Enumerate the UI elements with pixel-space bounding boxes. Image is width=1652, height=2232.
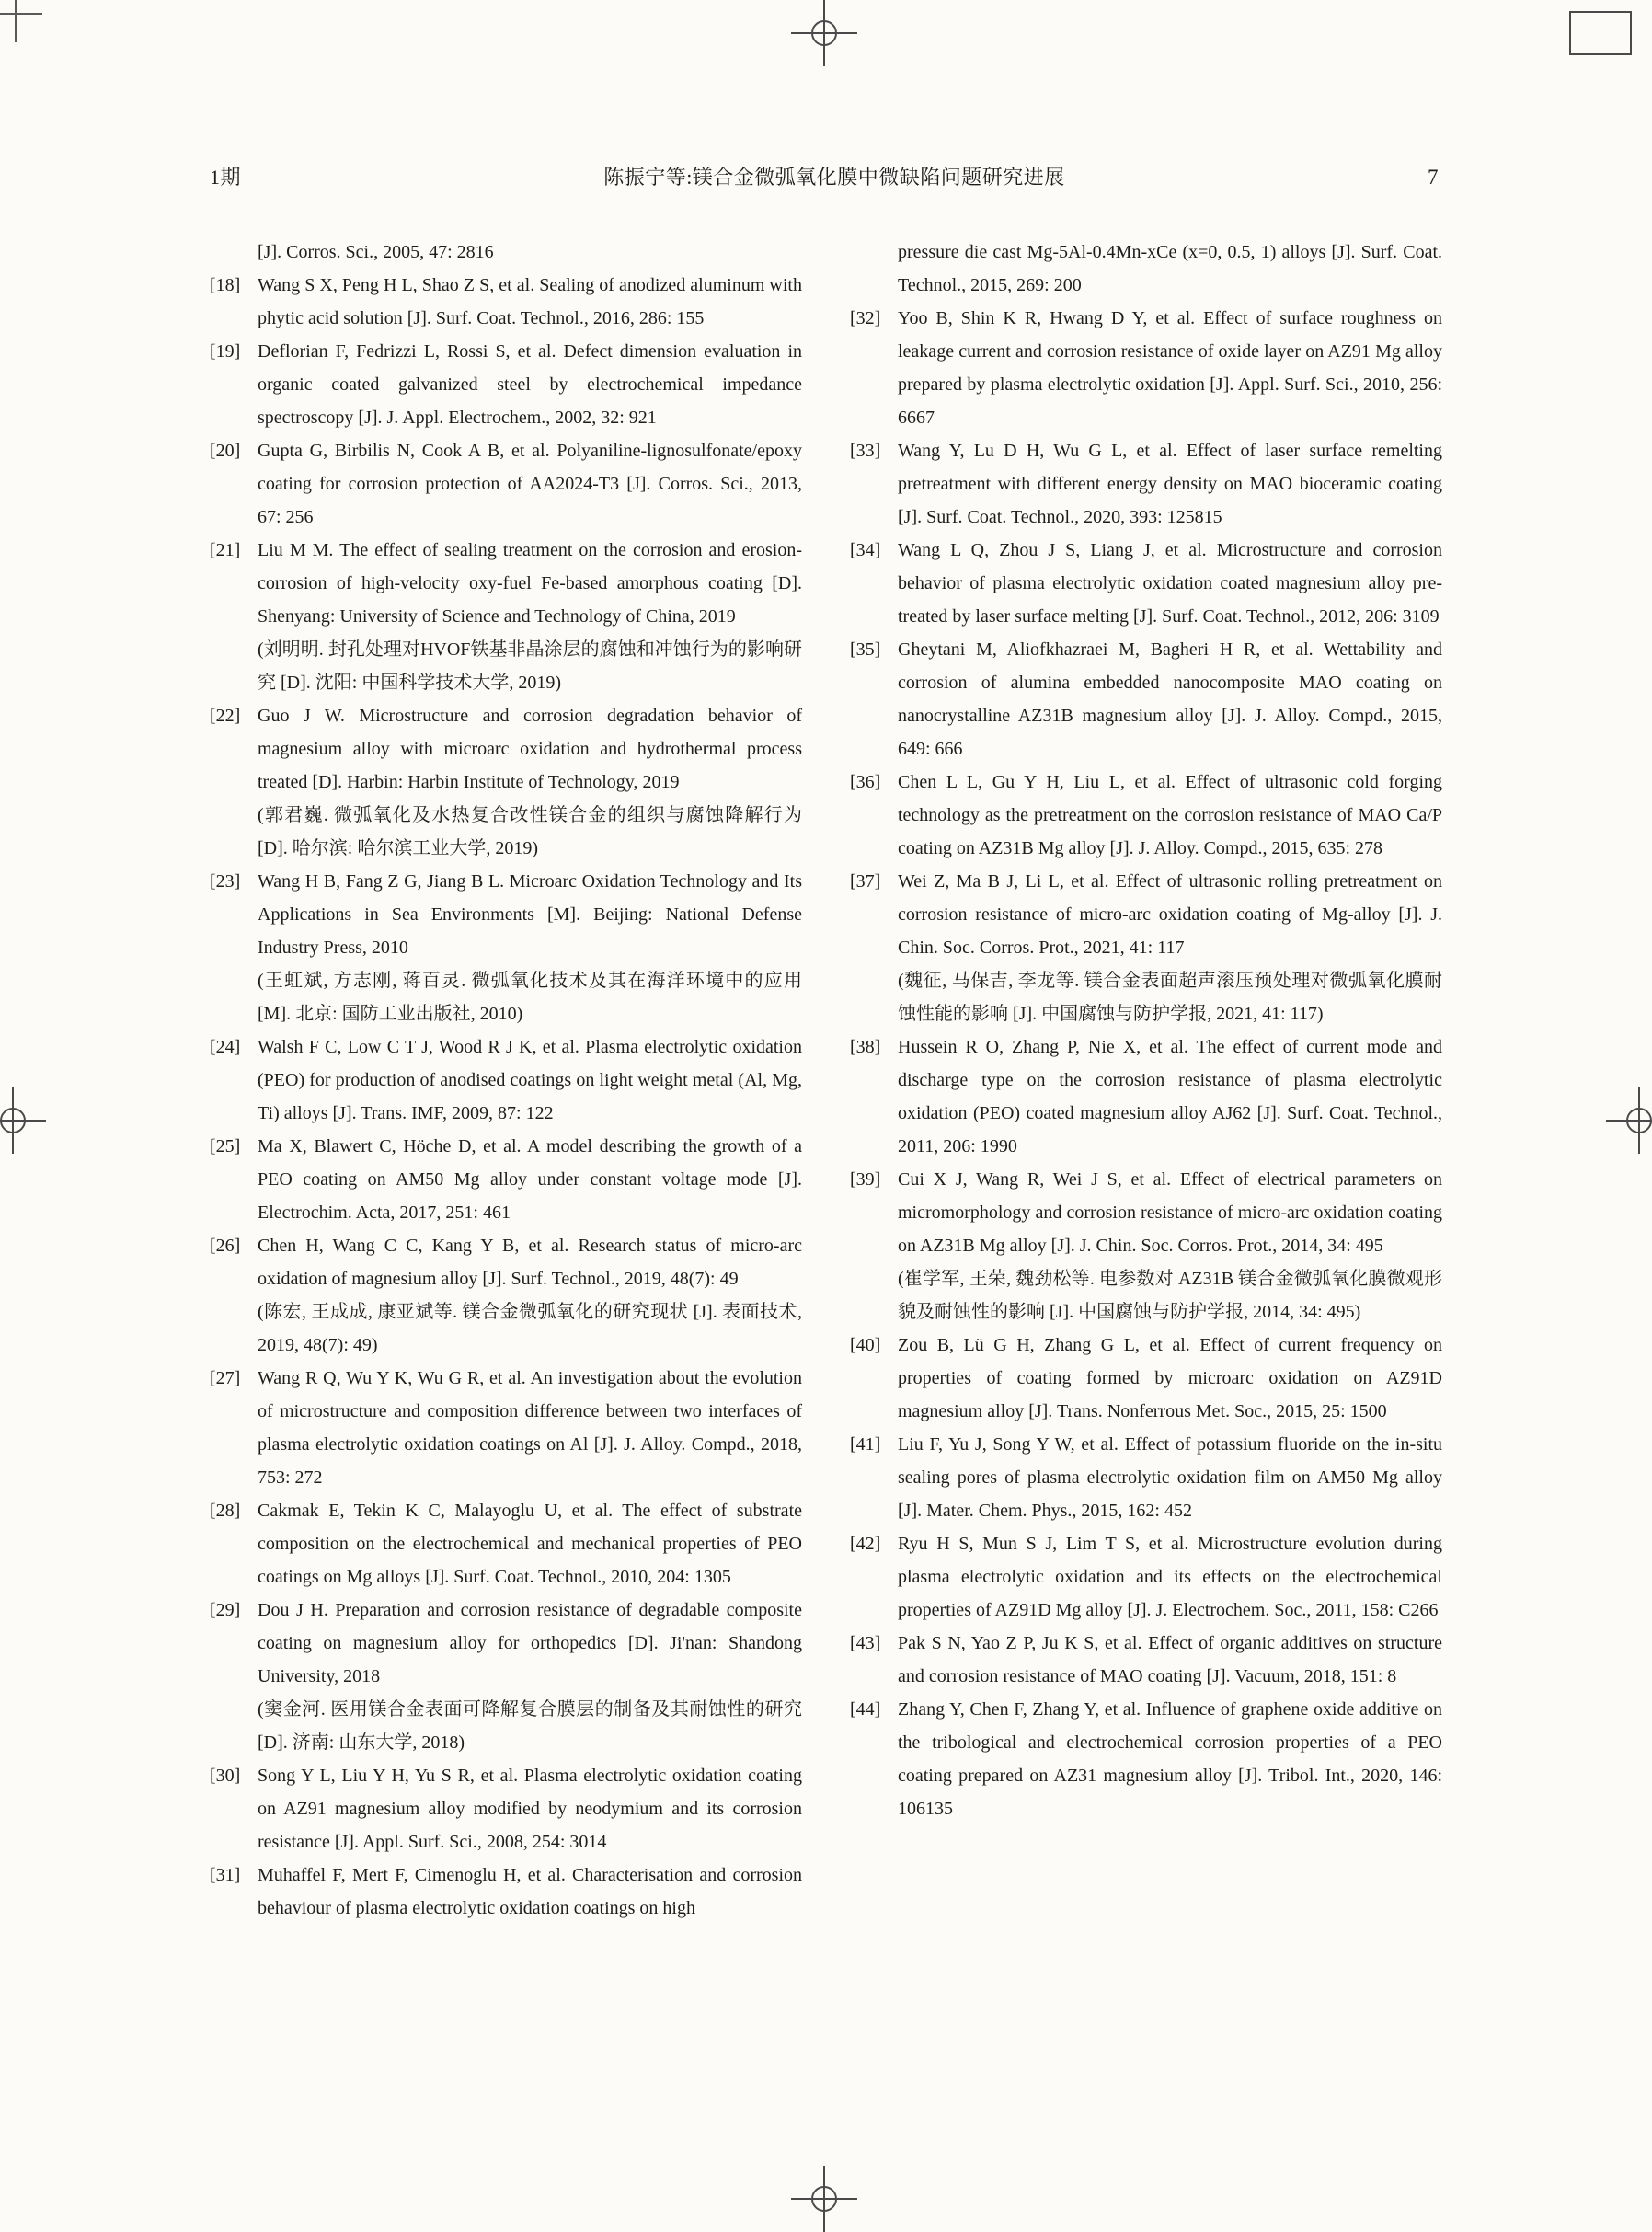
- reference-text: [258, 1030, 802, 1130]
- reference-text-line: Liu M M. The effect of sealing treatment on the corrosion and erosion-corrosion of high-velocity oxy-fuel Fe-based amorphous coating [D]. Shenyang: University of Science and Technology of China, 2019: [258, 540, 802, 627]
- reference-number: [34]: [850, 540, 881, 560]
- reference-item: [210, 335, 802, 434]
- reference-number: [41]: [850, 1434, 881, 1455]
- reference-text-line: Deflorian F, Fedrizzi L, Rossi S, et al. Defect dimension evaluation in organic coated galvanized steel by electrochemical impedance spectroscopy [J]. J. Appl. Electrochem., 2002, 32: 921: [258, 341, 802, 428]
- reference-item: [850, 1329, 1442, 1428]
- reference-number: [37]: [850, 871, 881, 892]
- reference-item: [210, 269, 802, 335]
- reference-text: [258, 534, 802, 699]
- reference-text-line: Pak S N, Yao Z P, Ju K S, et al. Effect of organic additives on structure and corrosion resistance of MAO coating [J]. Vacuum, 2018, 151: 8: [898, 1633, 1442, 1686]
- corner-mark-top-left-horizontal: [0, 13, 42, 15]
- reference-text-line: Zhang Y, Chen F, Zhang Y, et al. Influence of graphene oxide additive on the tribological and electrochemical corrosion properties of a PEO coating prepared on AZ31 magnesium alloy [J]. Tribol. Int., 2020, 146: 106135: [898, 1699, 1442, 1819]
- reference-number: [24]: [210, 1037, 241, 1057]
- crosshair-bottom-center-icon: [789, 2164, 859, 2232]
- reference-item: [850, 1428, 1442, 1527]
- reference-text-line: Liu F, Yu J, Song Y W, et al. Effect of potassium fluoride on the in-situ sealing pores of plasma electrolytic oxidation film on AM50 Mg alloy [J]. Mater. Chem. Phys., 2015, 162: 452: [898, 1434, 1442, 1521]
- reference-text-line: Wei Z, Ma B J, Li L, et al. Effect of ultrasonic rolling pretreatment on corrosion resistance of micro-arc oxidation coating of Mg-alloy [J]. J. Chin. Soc. Corros. Prot., 2021, 41: 117: [898, 871, 1442, 958]
- reference-item: [210, 865, 802, 1030]
- reference-text: [898, 1030, 1442, 1163]
- reference-text-line: (刘明明. 封孔处理对HVOF铁基非晶涂层的腐蚀和冲蚀行为的影响研究 [D]. 沈阳: 中国科学技术大学, 2019): [258, 639, 802, 693]
- reference-item: [210, 236, 802, 269]
- crosshair-right-middle-icon: [1604, 1086, 1652, 1156]
- reference-number: [28]: [210, 1501, 241, 1521]
- reference-number: [40]: [850, 1335, 881, 1355]
- reference-number: [19]: [210, 341, 241, 362]
- reference-item: [210, 1858, 802, 1925]
- reference-number: [21]: [210, 540, 241, 560]
- reference-number: [18]: [210, 275, 241, 295]
- reference-text-line: pressure die cast Mg-5Al-0.4Mn-xCe (x=0, 0.5, 1) alloys [J]. Surf. Coat. Technol., 2015, 269: 200: [898, 242, 1442, 295]
- reference-text: [258, 335, 802, 434]
- reference-text: [258, 1130, 802, 1229]
- reference-text: [258, 1858, 802, 1925]
- reference-number: [26]: [210, 1236, 241, 1256]
- issue-label: 1期: [210, 166, 242, 189]
- reference-number: [30]: [210, 1766, 241, 1786]
- reference-item: [210, 1229, 802, 1362]
- reference-text-line: Wang R Q, Wu Y K, Wu G R, et al. An investigation about the evolution of microstructure and composition difference between two interfaces of plasma electrolytic oxidation coatings on Al [J]. J. Alloy. Compd., 2018, 753: 272: [258, 1368, 802, 1488]
- reference-text: [898, 434, 1442, 534]
- reference-text-line: Muhaffel F, Mert F, Cimenoglu H, et al. Characterisation and corrosion behaviour of plasma electrolytic oxidation coatings on high: [258, 1865, 802, 1918]
- reference-number: [31]: [210, 1865, 241, 1885]
- reference-item: [210, 434, 802, 534]
- reference-item: [850, 236, 1442, 302]
- reference-text-line: Wang L Q, Zhou J S, Liang J, et al. Microstructure and corrosion behavior of plasma electrolytic oxidation coated magnesium alloy pre-treated by laser surface melting [J]. Surf. Coat. Technol., 2012, 206: 3109: [898, 540, 1442, 627]
- reference-number: [35]: [850, 639, 881, 660]
- references-section: [210, 236, 1442, 1925]
- reference-text-line: Gupta G, Birbilis N, Cook A B, et al. Polyaniline-lignosulfonate/epoxy coating for corrosion protection of AA2024-T3 [J]. Corros. Sci., 2013, 67: 256: [258, 441, 802, 527]
- reference-number: [23]: [210, 871, 241, 892]
- reference-item: [210, 1130, 802, 1229]
- reference-item: [850, 1627, 1442, 1693]
- reference-text: [898, 1627, 1442, 1693]
- reference-text-line: Wang H B, Fang Z G, Jiang B L. Microarc Oxidation Technology and Its Applications in Sea Environments [M]. Beijing: National Defense Industry Press, 2010: [258, 871, 802, 958]
- reference-text-line: Dou J H. Preparation and corrosion resistance of degradable composite coating on magnesium alloy for orthopedics [D]. Ji'nan: Shandong University, 2018: [258, 1600, 802, 1686]
- reference-number: [22]: [210, 706, 241, 726]
- reference-text-line: Chen L L, Gu Y H, Liu L, et al. Effect of ultrasonic cold forging technology as the pretreatment on the corrosion resistance of MAO Ca/P coating on AZ31B Mg alloy [J]. J. Alloy. Compd., 2015, 635: 278: [898, 772, 1442, 858]
- reference-text-line: Wang S X, Peng H L, Shao Z S, et al. Sealing of anodized aluminum with phytic acid solution [J]. Surf. Coat. Technol., 2016, 286: 155: [258, 275, 802, 328]
- reference-item: [850, 1163, 1442, 1329]
- reference-number: [20]: [210, 441, 241, 461]
- reference-number: [39]: [850, 1169, 881, 1190]
- reference-text: [258, 1759, 802, 1858]
- reference-item: [210, 1030, 802, 1130]
- reference-text: [898, 1163, 1442, 1329]
- reference-text: [258, 1229, 802, 1362]
- reference-text-line: Chen H, Wang C C, Kang Y B, et al. Research status of micro-arc oxidation of magnesium alloy [J]. Surf. Technol., 2019, 48(7): 49: [258, 1236, 802, 1289]
- reference-text-line: Walsh F C, Low C T J, Wood R J K, et al. Plasma electrolytic oxidation (PEO) for production of anodised coatings on light weight metal (Al, Mg, Ti) alloys [J]. Trans. IMF, 2009, 87: 122: [258, 1037, 802, 1123]
- reference-text: [898, 1693, 1442, 1825]
- reference-text-line: Cui X J, Wang R, Wei J S, et al. Effect of electrical parameters on micromorphology and corrosion resistance of micro-arc oxidation coating on AZ31B Mg alloy [J]. J. Chin. Soc. Corros. Prot., 2014, 34: 495: [898, 1169, 1442, 1256]
- corner-mark-top-left-vertical: [15, 0, 17, 42]
- references-left-column: [210, 236, 802, 1925]
- reference-number: [36]: [850, 772, 881, 792]
- reference-text: [258, 236, 802, 269]
- reference-text: [258, 699, 802, 865]
- reference-item: [850, 1693, 1442, 1825]
- reference-item: [210, 1494, 802, 1593]
- reference-text-line: Gheytani M, Aliofkhazraei M, Bagheri H R, et al. Wettability and corrosion of alumina embedded nanocomposite MAO coating on nanocrystalline AZ31B magnesium alloy [J]. J. Alloy. Compd., 2015, 649: 666: [898, 639, 1442, 759]
- reference-text-line: Yoo B, Shin K R, Hwang D Y, et al. Effect of surface roughness on leakage current and corrosion resistance of oxide layer on AZ91 Mg alloy prepared by plasma electrolytic oxidation [J]. Appl. Surf. Sci., 2010, 256: 6667: [898, 308, 1442, 428]
- reference-text: [898, 633, 1442, 765]
- reference-item: [850, 534, 1442, 633]
- reference-text: [898, 1428, 1442, 1527]
- reference-number: [25]: [210, 1136, 241, 1156]
- reference-text-line: Hussein R O, Zhang P, Nie X, et al. The effect of current mode and discharge type on the corrosion resistance of plasma electrolytic oxidation (PEO) coated magnesium alloy AJ62 [J]. Surf. Coat. Technol., 2011, 206: 1990: [898, 1037, 1442, 1156]
- reference-number: [29]: [210, 1600, 241, 1620]
- reference-item: [210, 699, 802, 865]
- reference-text: [898, 302, 1442, 434]
- reference-item: [850, 434, 1442, 534]
- reference-item: [210, 534, 802, 699]
- crosshair-top-center-icon: [789, 0, 859, 68]
- registration-box-top-right-icon: [1569, 11, 1632, 55]
- reference-text-line: Guo J W. Microstructure and corrosion degradation behavior of magnesium alloy with microarc oxidation and hydrothermal process treated [D]. Harbin: Harbin Institute of Technology, 2019: [258, 706, 802, 792]
- reference-text-line: (郭君巍. 微弧氧化及水热复合改性镁合金的组织与腐蚀降解行为 [D]. 哈尔滨: 哈尔滨工业大学, 2019): [258, 805, 802, 858]
- reference-text: [258, 865, 802, 1030]
- reference-text-line: (陈宏, 王成成, 康亚斌等. 镁合金微弧氧化的研究现状 [J]. 表面技术, 2019, 48(7): 49): [258, 1302, 802, 1355]
- reference-item: [850, 1030, 1442, 1163]
- reference-text-line: (王虹斌, 方志刚, 蒋百灵. 微弧氧化技术及其在海洋环境中的应用 [M]. 北京: 国防工业出版社, 2010): [258, 971, 802, 1024]
- reference-text-line: Wang Y, Lu D H, Wu G L, et al. Effect of laser surface remelting pretreatment with different energy density on MAO bioceramic coating [J]. Surf. Coat. Technol., 2020, 393: 125815: [898, 441, 1442, 527]
- running-title: 陈振宁等:镁合金微弧氧化膜中微缺陷问题研究进展: [603, 166, 1065, 189]
- reference-item: [210, 1362, 802, 1494]
- reference-number: [43]: [850, 1633, 881, 1653]
- reference-text-line: Cakmak E, Tekin K C, Malayoglu U, et al. The effect of substrate composition on the electrochemical and mechanical properties of PEO coatings on Mg alloys [J]. Surf. Coat. Technol., 2010, 204: 1305: [258, 1501, 802, 1587]
- reference-item: [210, 1759, 802, 1858]
- reference-number: [33]: [850, 441, 881, 461]
- reference-item: [850, 633, 1442, 765]
- reference-text: [898, 765, 1442, 865]
- reference-text-line: (崔学军, 王荣, 魏劲松等. 电参数对 AZ31B 镁合金微弧氧化膜微观形貌及耐蚀性的影响 [J]. 中国腐蚀与防护学报, 2014, 34: 495): [898, 1269, 1442, 1322]
- crosshair-left-middle-icon: [0, 1086, 48, 1156]
- reference-number: [42]: [850, 1534, 881, 1554]
- reference-text-line: Zou B, Lü G H, Zhang G L, et al. Effect of current frequency on properties of coating formed by microarc oxidation on AZ91D magnesium alloy [J]. Trans. Nonferrous Met. Soc., 2015, 25: 1500: [898, 1335, 1442, 1421]
- reference-text: [898, 1329, 1442, 1428]
- reference-text: [898, 236, 1442, 302]
- reference-text-line: (窦金河. 医用镁合金表面可降解复合膜层的制备及其耐蚀性的研究 [D]. 济南: 山东大学, 2018): [258, 1699, 802, 1753]
- reference-item: [210, 1593, 802, 1759]
- reference-number: [44]: [850, 1699, 881, 1720]
- reference-text-line: (魏征, 马保吉, 李龙等. 镁合金表面超声滚压预处理对微弧氧化膜耐蚀性能的影响 [J]. 中国腐蚀与防护学报, 2021, 41: 117): [898, 971, 1442, 1024]
- reference-text: [258, 1362, 802, 1494]
- reference-item: [850, 765, 1442, 865]
- reference-text: [258, 1593, 802, 1759]
- reference-text-line: Ma X, Blawert C, Höche D, et al. A model describing the growth of a PEO coating on AM50 Mg alloy under constant voltage mode [J]. Electrochim. Acta, 2017, 251: 461: [258, 1136, 802, 1223]
- reference-item: [850, 302, 1442, 434]
- reference-text: [898, 1527, 1442, 1627]
- reference-text: [258, 269, 802, 335]
- reference-text: [898, 865, 1442, 1030]
- reference-text-line: [J]. Corros. Sci., 2005, 47: 2816: [258, 242, 494, 262]
- reference-text: [258, 434, 802, 534]
- reference-item: [850, 865, 1442, 1030]
- reference-number: [27]: [210, 1368, 241, 1388]
- reference-item: [850, 1527, 1442, 1627]
- reference-text-line: Song Y L, Liu Y H, Yu S R, et al. Plasma electrolytic oxidation coating on AZ91 magnesium alloy modified by neodymium and its corrosion resistance [J]. Appl. Surf. Sci., 2008, 254: 3014: [258, 1766, 802, 1852]
- reference-number: [38]: [850, 1037, 881, 1057]
- reference-text: [258, 1494, 802, 1593]
- reference-text: [898, 534, 1442, 633]
- page-number: 7: [1428, 166, 1439, 189]
- reference-number: [32]: [850, 308, 881, 328]
- references-right-column: [850, 236, 1442, 1925]
- page-header: [210, 162, 1439, 190]
- reference-text-line: Ryu H S, Mun S J, Lim T S, et al. Microstructure evolution during plasma electrolytic oxidation and its effects on the electrochemical properties of AZ91D Mg alloy [J]. J. Electrochem. Soc., 2011, 158: C266: [898, 1534, 1442, 1620]
